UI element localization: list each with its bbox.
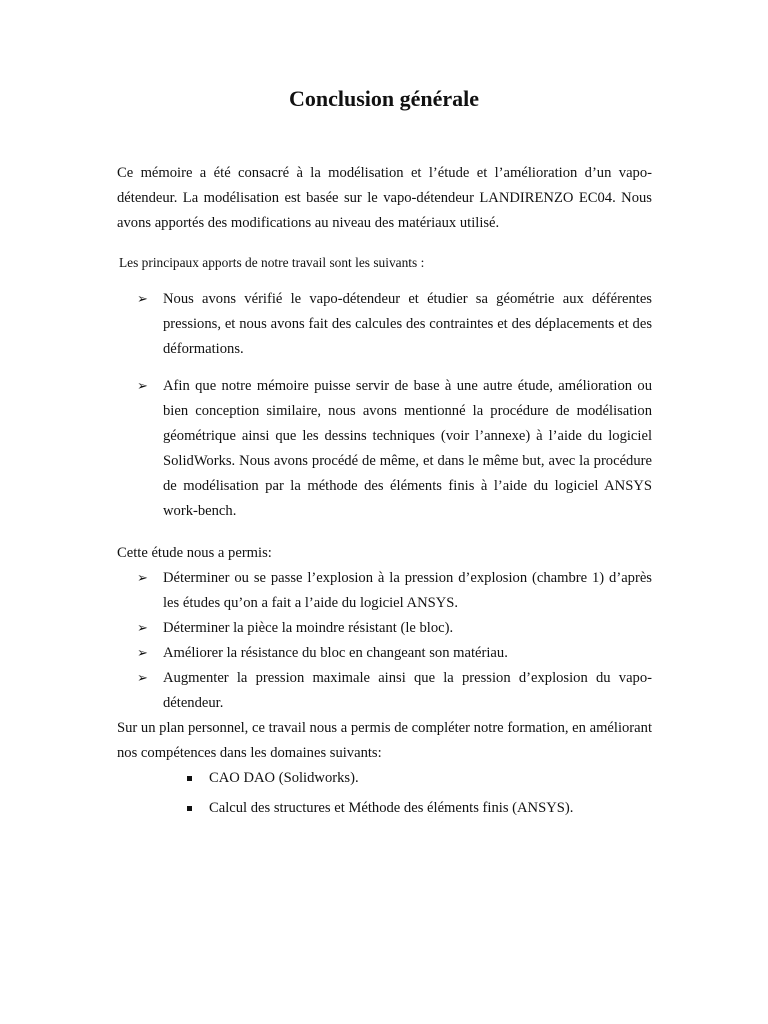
list-item: [117, 666, 652, 716]
arrow-bullet-icon: ➢: [137, 292, 148, 307]
page-title: Conclusion générale: [288, 86, 480, 111]
arrow-bullet-icon: ➢: [137, 379, 148, 394]
contributions-heading: Les principaux apports de notre travail sont les suivants :: [119, 255, 425, 270]
contributions-list: [117, 287, 652, 536]
skills-list: [117, 766, 652, 826]
list-item: [117, 566, 652, 616]
list-item: [117, 641, 652, 666]
list-item: [117, 766, 652, 791]
list-item: [117, 287, 652, 362]
list-item-text: Afin que notre mémoire puisse servir de base à une autre étude, amélioration ou bien conception similaire, nous avons mentionné la procédure de modélisation géométrique ainsi que les dessins techniques (voir l’annexe) à l’aide du logiciel SolidWorks. Nous avons procédé de même, et dans le même but, avec la procédure de modélisation par la méthode des éléments finis à l’aide du logiciel ANSYS work-bench.: [163, 378, 652, 519]
square-bullet-icon: [187, 776, 192, 781]
intro-paragraph: Ce mémoire a été consacré à la modélisation et l’étude et l’amélioration d’un vapo-détendeur. La modélisation est basée sur le vapo-détendeur LANDIRENZO EC04. Nous avons apportés des modifications au niveau des matériaux utilisé.: [117, 165, 652, 231]
list-item-text: Augmenter la pression maximale ainsi que la pression d’explosion du vapo-détendeur.: [163, 670, 652, 711]
square-bullet-icon: [187, 806, 192, 811]
list-item-text: Améliorer la résistance du bloc en changeant son matériau.: [163, 645, 508, 661]
arrow-bullet-icon: ➢: [137, 671, 148, 686]
arrow-bullet-icon: ➢: [137, 621, 148, 636]
list-item: [117, 374, 652, 524]
list-item-text: CAO DAO (Solidworks).: [209, 770, 359, 786]
list-item-text: Déterminer la pièce la moindre résistant (le bloc).: [163, 620, 454, 636]
arrow-bullet-icon: ➢: [137, 571, 148, 586]
list-item-text: Calcul des structures et Méthode des éléments finis (ANSYS).: [209, 800, 574, 816]
list-item: [117, 616, 652, 641]
list-item-text: Déterminer ou se passe l’explosion à la pression d’explosion (chambre 1) d’après les études qu’on a fait a l’aide du logiciel ANSYS.: [163, 570, 652, 611]
personal-paragraph: Sur un plan personnel, ce travail nous a permis de compléter notre formation, en améliorant nos compétences dans les domaines suivants:: [117, 720, 652, 761]
list-item: [117, 796, 652, 821]
study-heading: Cette étude nous a permis:: [117, 545, 272, 561]
list-item-text: Nous avons vérifié le vapo-détendeur et étudier sa géométrie aux déférentes pressions, et nous avons fait des calcules des contraintes et des déplacements et des déformations.: [163, 291, 652, 357]
arrow-bullet-icon: ➢: [137, 646, 148, 661]
study-points-list: [117, 566, 652, 716]
